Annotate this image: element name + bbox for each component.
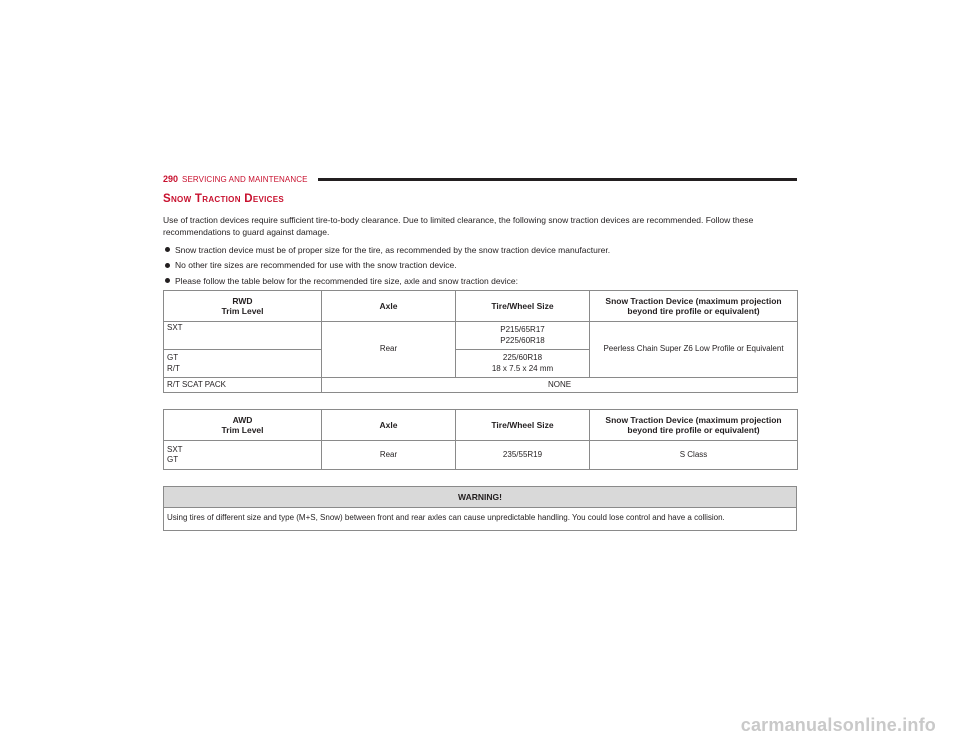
table-cell: SXT GT <box>164 441 322 470</box>
table-cell: 225/60R18 18 x 7.5 x 24 mm <box>456 350 590 378</box>
intro-paragraph: Use of traction devices require sufficient tire-to-body clearance. Due to limited clearance, the following snow traction devices are recommended. Follow these recommendations to guard against damage. <box>163 215 754 237</box>
page-number: 290 <box>163 174 179 184</box>
table-cell: SXT <box>164 322 322 350</box>
bullet-list <box>163 242 797 289</box>
page-header <box>163 172 797 186</box>
table-cell: Peerless Chain Super Z6 Low Profile or Equivalent <box>590 322 798 378</box>
section-title: Snow Traction Devices <box>163 193 285 205</box>
table-cell: 235/55R19 <box>456 441 590 470</box>
bullet-icon <box>165 263 170 268</box>
table-row <box>164 378 798 393</box>
section-name: SERVICING AND MAINTENANCE <box>182 174 308 184</box>
table-cell: Rear <box>322 441 456 470</box>
header-rule <box>318 178 797 181</box>
table-header: Tire/Wheel Size <box>456 291 590 322</box>
table-header: AWD Trim Level <box>164 410 322 441</box>
bullet-icon <box>165 247 170 252</box>
table-row <box>164 441 798 470</box>
rwd-table <box>163 290 798 393</box>
list-item: Please follow the table below for the recommended tire size, axle and snow traction device: <box>163 273 797 289</box>
table-cell: Rear <box>322 322 456 378</box>
table-cell: GT R/T <box>164 350 322 378</box>
list-item: Snow traction device must be of proper size for the tire, as recommended by the snow traction device manufacturer. <box>163 242 797 258</box>
bullet-icon <box>165 278 170 283</box>
table-header: Snow Traction Device (maximum projection beyond tire profile or equivalent) <box>590 410 798 441</box>
table-header: Axle <box>322 410 456 441</box>
watermark: carmanualsonline.info <box>740 715 936 735</box>
table-cell: S Class <box>590 441 798 470</box>
list-item: No other tire sizes are recommended for use with the snow traction device. <box>163 258 797 274</box>
warning-box <box>163 486 797 531</box>
table-header: Snow Traction Device (maximum projection beyond tire profile or equivalent) <box>590 291 798 322</box>
table-row <box>164 322 798 350</box>
table-cell: NONE <box>322 378 798 393</box>
table-header: Axle <box>322 291 456 322</box>
table-cell: P215/65R17 P225/60R18 <box>456 322 590 350</box>
awd-table <box>163 409 798 470</box>
warning-title: WARNING! <box>164 487 796 508</box>
table-header: Tire/Wheel Size <box>456 410 590 441</box>
warning-text: Using tires of different size and type (M+S, Snow) between front and rear axles can cause unpredictable handling. You could lose control and have a collision. <box>167 513 725 522</box>
table-header: RWD Trim Level <box>164 291 322 322</box>
table-cell: R/T SCAT PACK <box>164 378 322 393</box>
